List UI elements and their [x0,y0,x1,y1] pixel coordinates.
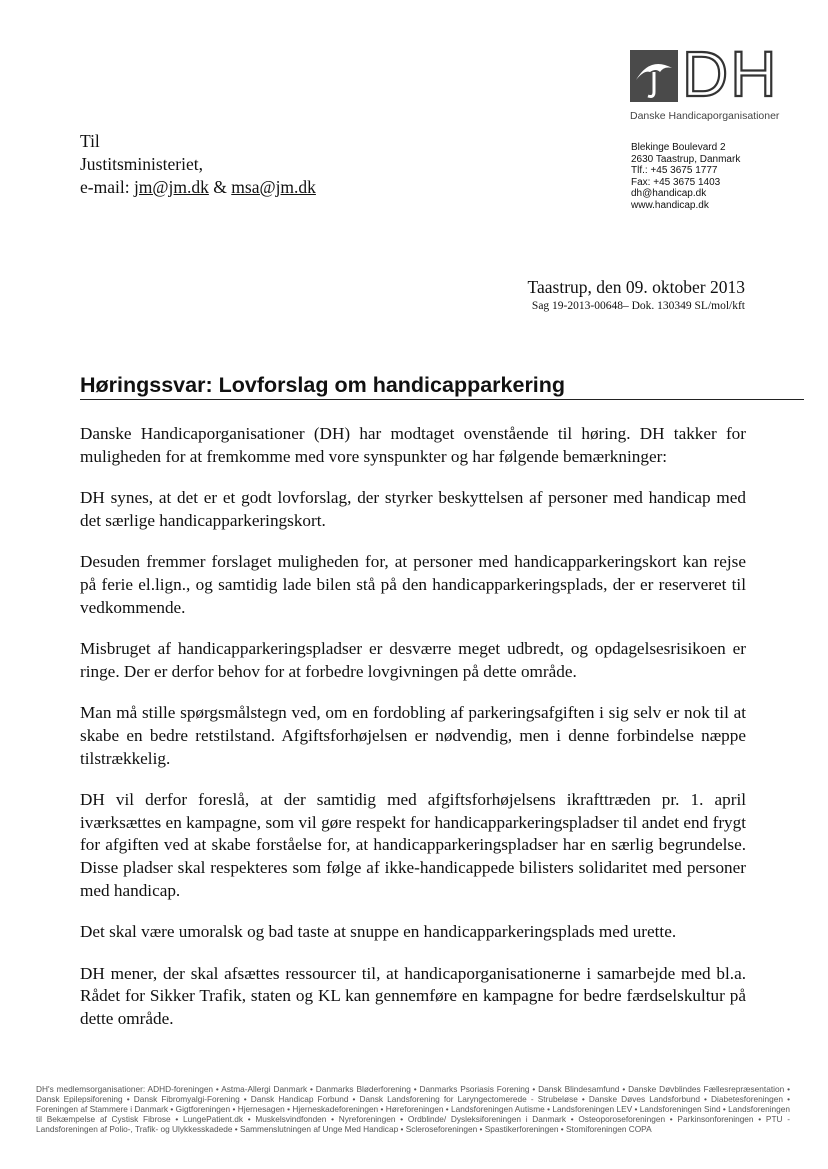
recipient-to: Til [80,131,100,151]
logo-mark [630,38,794,110]
recipient-block [80,130,316,199]
recipient-email-line [80,176,316,199]
body-paragraph: DH vil derfor foreslå, at der samtidig med afgiftsforhøjelsens ikrafttræden pr. 1. april iværksættes en kampagne, som vil gøre respekt for handicapparkeringspladser til andet end frygt for afgiften ved at skabe forståelse for, at handicapparkeringspladser har en særlig begrundelse. Disse pladser skal respekteres som følge af ikke-handicappede bilisters solidaritet med personer med handicap. [80,790,746,900]
letter-title: Høringssvar: Lovforslag om handicapparkering [80,372,804,400]
letter-body [80,423,746,1049]
case-reference: Sag 19-2013-00648– Dok. 130349 SL/mol/kft [531,300,745,312]
email-prefix: e-mail: [80,177,134,197]
body-paragraph: Man må stille spørgsmålstegn ved, om en fordobling af parkeringsafgiften i sig selv er nok til at skabe en bedre retstilstand. Afgiftsforhøjelsen er nødvendig, men i denne forbindelse næppe tilstrækkelig. [80,703,746,768]
body-paragraph: DH mener, der skal afsættes ressourcer til, at handicaporganisationerne i samarbejde med bl.a. Rådet for Sikker Trafik, staten og KL kan gennemføre en kampagne for bedre færdselskultur på dette område. [80,963,746,1028]
address-city: 2630 Taastrup, Danmark [631,153,741,165]
address-fax: Fax: +45 3675 1403 [631,176,721,188]
body-paragraph: Det skal være umoralsk og bad taste at snuppe en handicapparkeringsplads med urette. [80,922,677,942]
logo-wordmark: DH [682,38,779,110]
body-paragraph: DH synes, at det er et godt lovforslag, der styrker beskyttelsen af personer med handicap med det særlige handicapparkeringskort. [80,488,746,530]
address-email: dh@handicap.dk [631,188,707,199]
address-street: Blekinge Boulevard 2 [631,142,726,153]
letter-date: Taastrup, den 09. oktober 2013 [527,277,745,297]
body-paragraph: Misbruget af handicapparkeringspladser er desværre meget udbredt, og opdagelsesrisikoen er ringe. Der er derfor behov for at forbedre lovgivningen på dette område. [80,639,746,681]
member-organisations-footer: DH's medlemsorganisationer: ADHD-foreningen • Astma-Allergi Danmark • Danmarks Bløderforening • Danmarks Psoriasis Forening • Dansk Blindesamfund • Danske Døvblindes Fællesrepræsentation • Dansk Epilepsiforening • Dansk Fibromyalgi-Forening • Dansk Handicap Forbund • Dansk Landsforening for Laryngectomerede - Strubeløse • Danske Døves Landsforbund • Diabetesforeningen • Foreningen af Stammere i Danmark • Gigtforeningen • Hjernesagen • Hjerneskadeforeningen • Høreforeningen • Landsforeningen Autisme • Landsforeningen LEV • Landsforeningen Sind • Landsforeningen til Bekæmpelse af Cystisk Fibrose • LungePatient.dk • Muskelsvindfonden • Nyreforeningen • Ordblinde/ Dysleksiforeningen i Danmark • Osteoporoseforeningen • Parkinsonforeningen • PTU - Landsforeningen af Polio-, Trafik- og Ulykkesskadede • Sammenslutningen af Unge Med Handicap • Scleroseforeningen • Spastikerforeningen • Stomiforeningen COPA [36,1084,790,1134]
body-paragraph: Danske Handicaporganisationer (DH) har modtaget ovenstående til høring. DH takker for muligheden for at fremkomme med vore synspunkter og har følgende bemærkninger: [80,424,746,466]
email-link-msa[interactable]: msa@jm.dk [231,177,316,197]
address-phone: Tlf.: +45 3675 1777 [631,165,718,176]
address-website: www.handicap.dk [631,199,709,211]
email-link-jm[interactable]: jm@jm.dk [133,177,209,197]
sender-address [631,142,740,211]
umbrella-logo-icon [630,50,678,102]
logo-subtitle: Danske Handicaporganisationer [630,110,780,122]
body-paragraph: Desuden fremmer forslaget muligheden for, at personer med handicapparkeringskort kan rejse på ferie el.lign., og samtidig lade bilen stå på den handicapparkeringsplads, der er reserveret til vedkommende. [80,552,746,617]
recipient-name: Justitsministeriet, [80,154,203,174]
dh-logo [630,38,794,122]
email-separator: & [208,177,232,197]
date-block [528,276,745,314]
